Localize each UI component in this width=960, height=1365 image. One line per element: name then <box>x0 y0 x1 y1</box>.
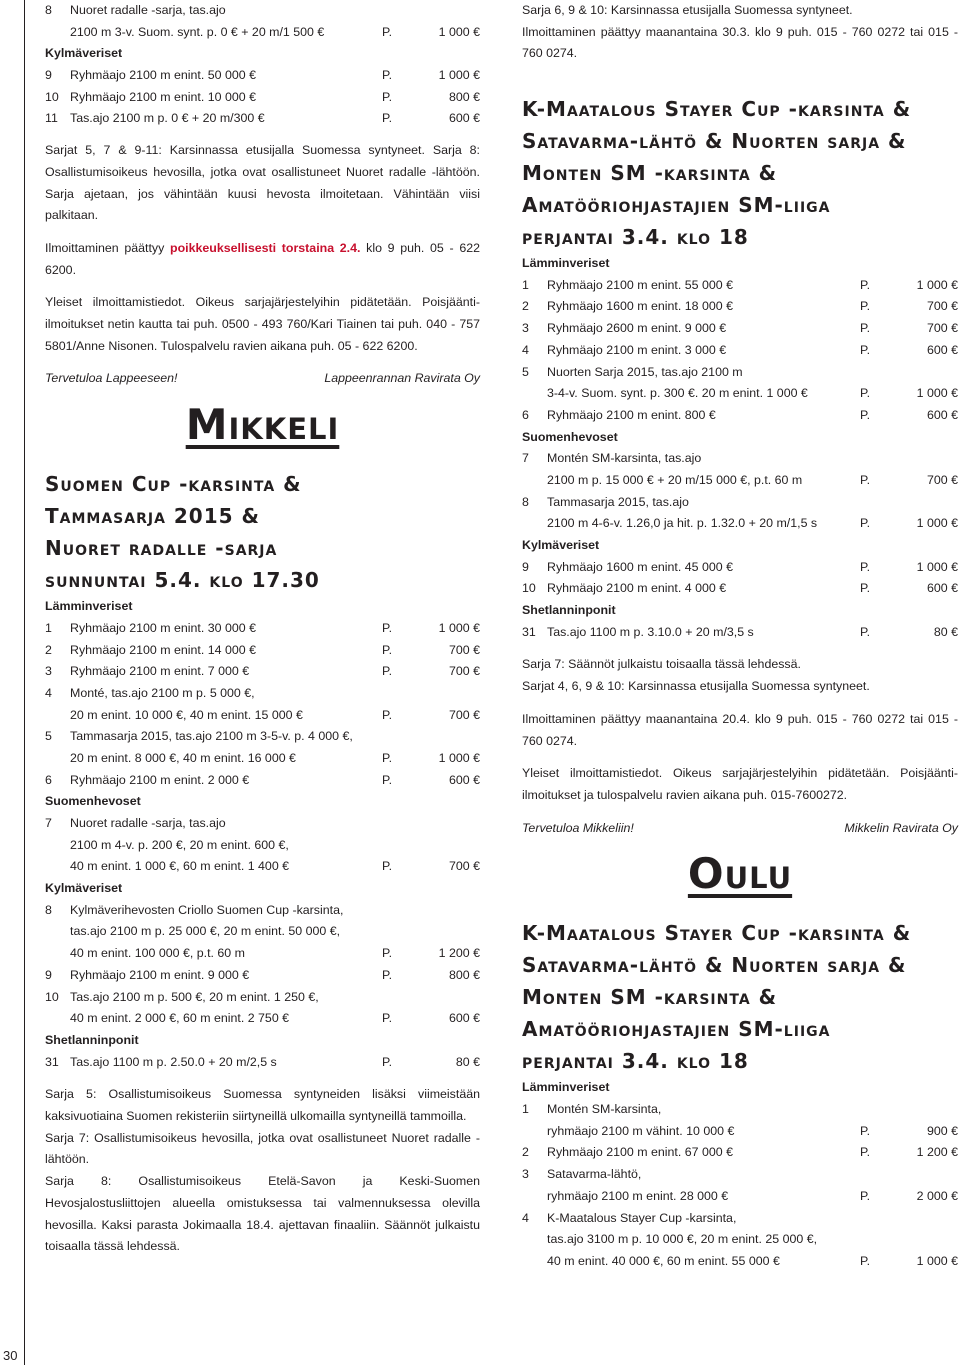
prize-label: P. <box>860 407 871 422</box>
race-number <box>522 1121 547 1143</box>
race-number: 5 <box>45 729 52 744</box>
race-description: Tas.ajo 2100 m p. 0 € + 20 m/300 € <box>70 111 265 126</box>
race-description: Montén SM-karsinta, tas.ajo <box>547 451 702 466</box>
race-number: 8 <box>45 3 52 17</box>
prize-label: P. <box>860 1123 871 1138</box>
event-heading-line: perjantai 3.4. klo 18 <box>522 1049 749 1074</box>
race-description: ryhmäajo 2100 m enint. 28 000 € <box>547 1188 729 1203</box>
prize-amount: 600 € <box>448 772 480 787</box>
left-column <box>45 0 480 1258</box>
event-heading-line: Satavarma-lähtö & Nuorten sarja & <box>522 953 907 978</box>
race-row <box>522 318 958 340</box>
page-number: 30 <box>3 1348 18 1363</box>
prize-label <box>382 987 438 1009</box>
race-number <box>522 513 547 535</box>
prize-amount <box>438 921 480 943</box>
race-description: Ryhmäajo 2100 m enint. 3 000 € <box>547 342 727 357</box>
race-number <box>45 22 70 44</box>
prize-amount: 80 € <box>455 1054 480 1069</box>
race-number <box>45 835 70 857</box>
race-description: 40 m enint. 40 000 €, 60 m enint. 55 000 € <box>547 1253 780 1268</box>
race-row <box>522 296 958 318</box>
race-description: 2100 m p. 15 000 € + 20 m/15 000 €, p.t. 60 m <box>547 472 803 487</box>
race-description: Ryhmäajo 1600 m enint. 45 000 € <box>547 559 733 574</box>
race-row <box>45 987 480 1009</box>
race-description: Kylmäverihevosten Criollo Suomen Cup -karsinta, <box>70 902 344 917</box>
race-row <box>522 383 958 405</box>
welcome-text: Tervetuloa Lappeeseen! <box>45 371 178 386</box>
right-column <box>522 0 958 1273</box>
prize-label: P. <box>860 1253 871 1268</box>
prize-label: P. <box>382 1011 393 1026</box>
prize-label: P. <box>382 1054 393 1069</box>
prize-amount: 1 000 € <box>438 750 480 765</box>
race-number: 2 <box>522 299 529 314</box>
prize-amount <box>438 987 480 1009</box>
race-row <box>45 87 480 109</box>
race-description: Ryhmäajo 2100 m enint. 55 000 € <box>547 277 733 292</box>
prize-amount <box>916 492 958 514</box>
prize-amount: 600 € <box>926 407 958 422</box>
registration-text-start: Ilmoittaminen päättyy <box>45 240 171 255</box>
prize-amount <box>916 1099 958 1121</box>
prize-amount: 1 200 € <box>438 946 480 961</box>
race-row <box>45 900 480 922</box>
general-info-paragraph: Yleiset ilmoittamistiedot. Oikeus sarjajärjestelyihin pidätetään. Poisjäänti-ilmoitukset netin kautta tai puh. 0500 - 493 760/Kari Tiainen tai puh. 040 - 757 5801/Anne Nisonen. Tulospalvelu ravien aikana puh. 05 - 622 6200. <box>45 295 480 353</box>
rules-paragraph: Sarjat 5, 7 & 9-11: Karsinnassa etusijalla Suomessa syntyneet. Sarja 8: Osallistumisoikeus hevosilla, jotka ovat osallistuneet Nuoret radalle -lähtöön. Sarja ajetaan, jos vähintään kuusi hevosta ilmoitetaan. Vähintään viisi palkitaan. <box>45 143 480 223</box>
prize-amount: 700 € <box>448 642 480 657</box>
event-heading-line: Tammasarja 2015 & <box>45 504 260 529</box>
prize-label <box>860 1208 916 1230</box>
prize-amount: 700 € <box>448 859 480 874</box>
race-row <box>522 492 958 514</box>
race-description: Tas.ajo 2100 m p. 500 €, 20 m enint. 1 250 €, <box>70 989 319 1004</box>
race-number: 2 <box>45 642 52 657</box>
prize-amount: 1 000 € <box>438 68 480 83</box>
event-heading-line: Nuoret radalle -sarja <box>45 536 278 561</box>
prize-amount: 600 € <box>926 581 958 596</box>
race-description: 2100 m 4-6-v. 1.26,0 ja hit. p. 1.32.0 + 20 m/1,5 s <box>547 516 818 531</box>
prize-label: P. <box>860 1145 871 1160</box>
race-row <box>45 965 480 987</box>
registration-paragraph: Ilmoittaminen päättyy maanantaina 20.4. klo 9 puh. 015 - 760 0272 tai 015 - 760 0274. <box>522 711 958 748</box>
race-number: 1 <box>522 1102 529 1117</box>
event-heading-line: Satavarma-lähtö & Nuorten sarja & <box>522 129 907 154</box>
event-heading <box>45 468 480 596</box>
prize-label <box>860 1099 916 1121</box>
race-number: 4 <box>522 342 529 357</box>
prize-label: P. <box>382 707 393 722</box>
race-description: Monté, tas.ajo 2100 m p. 5 000 €, <box>70 685 255 700</box>
prize-amount <box>438 726 480 748</box>
race-description: 20 m enint. 10 000 €, 40 m enint. 15 000 € <box>70 707 303 722</box>
prize-label: P. <box>860 581 871 596</box>
prize-label <box>860 1229 916 1251</box>
race-number <box>522 1229 547 1251</box>
prize-amount: 1 000 € <box>438 620 480 635</box>
prize-amount: 1 000 € <box>916 1253 958 1268</box>
race-number <box>45 921 70 943</box>
race-row <box>45 705 480 727</box>
race-number <box>522 383 547 405</box>
prize-label: P. <box>382 664 393 679</box>
prize-label: P. <box>382 24 393 39</box>
prize-amount: 80 € <box>933 624 958 639</box>
prize-label: P. <box>860 386 871 401</box>
organizer-name: Lappeenrannan Ravirata Oy <box>324 371 480 386</box>
city-heading-oulu: Oulu <box>687 849 793 899</box>
event-heading <box>522 93 958 253</box>
race-number: 9 <box>522 559 529 574</box>
event-heading-line: Amatööriohjastajien SM-liiga <box>522 193 831 218</box>
race-number <box>522 1251 547 1273</box>
signature-row <box>522 818 958 840</box>
race-description: 40 m enint. 1 000 €, 60 m enint. 1 400 € <box>70 859 290 874</box>
category-heading: Kylmäveriset <box>45 46 123 61</box>
race-description: Ryhmäajo 2100 m enint. 30 000 € <box>70 620 256 635</box>
race-number: 3 <box>522 321 529 336</box>
prize-label: P. <box>382 620 393 635</box>
event-heading <box>522 917 958 1077</box>
prize-label <box>382 0 438 22</box>
race-row <box>522 275 958 297</box>
prize-amount <box>916 1164 958 1186</box>
city-heading-mikkeli: Mikkeli <box>185 400 340 450</box>
race-number <box>45 856 70 878</box>
race-row <box>522 578 958 600</box>
prize-label: P. <box>382 859 393 874</box>
prize-label: P. <box>382 642 393 657</box>
race-number: 5 <box>522 364 529 379</box>
race-row <box>522 1142 958 1164</box>
category-heading: Suomenhevoset <box>522 429 618 444</box>
race-row <box>45 943 480 965</box>
note-sarja-7: Sarja 7: Säännöt julkaistu toisaalla tässä lehdessä. <box>522 657 801 672</box>
race-description: Tammasarja 2015, tas.ajo 2100 m 3-5-v. p. 4 000 €, <box>70 729 353 744</box>
race-number: 11 <box>45 111 58 126</box>
race-description: 2100 m 3-v. Suom. synt. p. 0 € + 20 m/1 500 € <box>70 24 325 39</box>
prize-amount: 600 € <box>448 1011 480 1026</box>
eligibility-note: Sarja 6, 9 & 10: Karsinnassa etusijalla Suomessa syntyneet. <box>522 3 853 17</box>
race-row <box>45 618 480 640</box>
prize-label: P. <box>382 89 393 104</box>
note-sarja-7: Sarja 7: Osallistumisoikeus hevosilla, jotka ovat osallistuneet Nuoret radalle -lähtöön. <box>45 1130 480 1167</box>
prize-label: P. <box>382 68 393 83</box>
race-row <box>45 108 480 130</box>
prize-amount <box>438 835 480 857</box>
prize-amount: 800 € <box>448 967 480 982</box>
race-description: Satavarma-lähtö, <box>547 1167 642 1182</box>
prize-amount: 2 000 € <box>916 1188 958 1203</box>
prize-label: P. <box>382 967 393 982</box>
prize-amount: 700 € <box>448 664 480 679</box>
prize-label: P. <box>860 559 871 574</box>
race-row <box>45 683 480 705</box>
race-description: Ryhmäajo 1600 m enint. 18 000 € <box>547 299 733 314</box>
race-description: tas.ajo 3100 m p. 10 000 €, 20 m enint. 25 000 €, <box>547 1232 818 1247</box>
category-heading: Lämminveriset <box>522 256 610 271</box>
race-description: tas.ajo 2100 m p. 25 000 €, 20 m enint. 50 000 €, <box>70 924 341 939</box>
race-description: Nuoret radalle -sarja, tas.ajo <box>70 3 226 17</box>
prize-amount: 1 000 € <box>916 559 958 574</box>
prize-amount <box>438 683 480 705</box>
registration-paragraph <box>45 238 480 281</box>
race-number: 31 <box>522 624 536 639</box>
race-row <box>522 1121 958 1143</box>
prize-amount: 1 000 € <box>916 386 958 401</box>
prize-amount: 600 € <box>448 111 480 126</box>
prize-amount: 700 € <box>926 321 958 336</box>
race-number: 3 <box>45 664 52 679</box>
organizer-name: Mikkelin Ravirata Oy <box>844 820 958 835</box>
race-number: 4 <box>45 685 52 700</box>
race-description: Ryhmäajo 2100 m enint. 50 000 € <box>70 68 256 83</box>
race-number <box>45 943 70 965</box>
prize-amount <box>916 362 958 384</box>
race-description: Tas.ajo 1100 m p. 2.50.0 + 20 m/2,5 s <box>70 1054 277 1069</box>
race-description: Ryhmäajo 2100 m enint. 9 000 € <box>70 967 250 982</box>
race-description: Ryhmäajo 2100 m enint. 7 000 € <box>70 664 250 679</box>
prize-label: P. <box>382 111 393 126</box>
race-description: Nuorten Sarja 2015, tas.ajo 2100 m <box>547 364 743 379</box>
event-heading-line: K-Maatalous Stayer Cup -karsinta & <box>522 97 912 122</box>
race-number: 6 <box>45 772 52 787</box>
race-number: 1 <box>45 620 52 635</box>
race-row <box>45 22 480 44</box>
race-list <box>522 253 958 643</box>
page-margin-rule <box>24 0 25 1365</box>
signature-row <box>45 368 480 390</box>
prize-amount: 600 € <box>926 342 958 357</box>
race-number: 9 <box>45 68 52 83</box>
category-heading: Lämminveriset <box>522 1080 610 1095</box>
prize-label <box>382 683 438 705</box>
race-number: 9 <box>45 967 52 982</box>
event-heading-line: Suomen Cup -karsinta & <box>45 472 302 497</box>
race-list <box>522 1077 958 1272</box>
race-number: 10 <box>522 581 536 596</box>
race-row <box>45 661 480 683</box>
event-heading-line: Monten SM -karsinta & <box>522 985 778 1010</box>
prize-amount <box>438 0 480 22</box>
race-number: 7 <box>522 451 529 466</box>
prize-amount: 700 € <box>926 472 958 487</box>
race-number <box>522 470 547 492</box>
category-heading: Lämminveriset <box>45 599 133 614</box>
race-number: 10 <box>45 989 59 1004</box>
prize-label <box>382 726 438 748</box>
race-description: Tammasarja 2015, tas.ajo <box>547 494 689 509</box>
race-row <box>522 1229 958 1251</box>
race-row <box>45 770 480 792</box>
category-heading: Kylmäveriset <box>45 881 123 896</box>
prize-label <box>382 900 438 922</box>
prize-label <box>382 921 438 943</box>
prize-label: P. <box>860 321 871 336</box>
race-number: 6 <box>522 407 529 422</box>
race-row <box>45 813 480 835</box>
race-row <box>45 835 480 857</box>
category-heading: Kylmäveriset <box>522 538 600 553</box>
prize-label <box>860 362 916 384</box>
prize-amount <box>438 813 480 835</box>
race-description: Ryhmäajo 2600 m enint. 9 000 € <box>547 321 727 336</box>
prize-label <box>860 1164 916 1186</box>
race-number: 7 <box>45 816 52 831</box>
race-number <box>522 1186 547 1208</box>
top-race-list <box>45 0 480 130</box>
prize-amount <box>916 1208 958 1230</box>
prize-amount: 1 000 € <box>916 516 958 531</box>
race-description: 40 m enint. 100 000 €, p.t. 60 m <box>70 946 245 961</box>
prize-label: P. <box>860 277 871 292</box>
race-row <box>45 0 480 22</box>
note-sarja-8: Sarja 8: Osallistumisoikeus Etelä-Savon ja Keski-Suomen Hevosjalostusliittojen alueella omistuksessa tai valmennuksessa olevilla hevosilla. Kaksi parasta Jokimaalla 18.4. ajettavan finaaliin. Säännöt julkaistu toisaalla tässä lehdessä. <box>45 1174 480 1254</box>
race-row <box>45 856 480 878</box>
category-heading: Suomenhevoset <box>45 794 141 809</box>
race-row <box>45 1052 480 1074</box>
race-row <box>522 448 958 470</box>
race-row <box>45 65 480 87</box>
race-description: Ryhmäajo 2100 m enint. 14 000 € <box>70 642 256 657</box>
race-row <box>522 1208 958 1230</box>
prize-amount: 800 € <box>448 89 480 104</box>
race-row <box>522 1099 958 1121</box>
prize-label: P. <box>860 624 871 639</box>
prize-amount: 1 000 € <box>438 24 480 39</box>
race-row <box>45 1008 480 1030</box>
race-row <box>522 513 958 535</box>
race-row <box>45 726 480 748</box>
race-row <box>522 470 958 492</box>
registration-highlight: poikkeuksellisesti torstaina 2.4. <box>170 240 361 255</box>
race-description: Tas.ajo 1100 m p. 3.10.0 + 20 m/3,5 s <box>547 624 754 639</box>
prize-label <box>860 492 916 514</box>
welcome-text: Tervetuloa Mikkeliin! <box>522 820 634 835</box>
prize-label: P. <box>860 342 871 357</box>
race-description: Ryhmäajo 2100 m enint. 10 000 € <box>70 89 256 104</box>
prize-amount: 900 € <box>926 1123 958 1138</box>
race-number: 8 <box>45 902 52 917</box>
prize-label: P. <box>860 1188 871 1203</box>
race-row <box>522 1251 958 1273</box>
category-heading: Shetlanninponit <box>45 1032 139 1047</box>
race-row <box>522 557 958 579</box>
race-row <box>522 362 958 384</box>
prize-amount: 1 200 € <box>916 1145 958 1160</box>
prize-label: P. <box>860 472 871 487</box>
race-number: 31 <box>45 1054 59 1069</box>
prize-label: P. <box>860 299 871 314</box>
race-description: Ryhmäajo 2100 m enint. 67 000 € <box>547 1145 733 1160</box>
prize-amount <box>916 1229 958 1251</box>
race-description: 2100 m 4-v. p. 200 €, 20 m enint. 600 €, <box>70 837 289 852</box>
registration-text-end: klo 9 puh. 05 - 622 6200. <box>45 240 480 277</box>
category-heading: Shetlanninponit <box>522 603 616 618</box>
race-row <box>522 1186 958 1208</box>
general-info-paragraph: Yleiset ilmoittamistiedot. Oikeus sarjajärjestelyihin pidätetään. Poisjäänti-ilmoitukset ja tulospalvelu ravien aikana puh. 015-7600272. <box>522 766 958 802</box>
race-number <box>45 705 70 727</box>
race-row <box>522 340 958 362</box>
race-number: 4 <box>522 1210 529 1225</box>
event-heading-line: sunnuntai 5.4. klo 17.30 <box>45 568 320 593</box>
prize-amount: 700 € <box>448 707 480 722</box>
race-number: 10 <box>45 89 59 104</box>
event-heading-line: perjantai 3.4. klo 18 <box>522 225 749 250</box>
race-row <box>522 622 958 644</box>
prize-amount <box>916 448 958 470</box>
race-row <box>522 405 958 427</box>
race-number: 3 <box>522 1167 529 1182</box>
race-description: Ryhmäajo 2100 m enint. 4 000 € <box>547 581 727 596</box>
event-heading-line: K-Maatalous Stayer Cup -karsinta & <box>522 921 912 946</box>
race-description: 20 m enint. 8 000 €, 40 m enint. 16 000 € <box>70 750 296 765</box>
prize-amount: 700 € <box>926 299 958 314</box>
race-description: Montén SM-karsinta, <box>547 1102 662 1117</box>
prize-amount <box>438 900 480 922</box>
race-number <box>45 1008 70 1030</box>
prize-label: P. <box>382 750 393 765</box>
race-number <box>45 748 70 770</box>
prize-label <box>382 835 438 857</box>
race-description: ryhmäajo 2100 m vähint. 10 000 € <box>547 1123 735 1138</box>
prize-label <box>382 813 438 835</box>
registration-note: Ilmoittaminen päättyy maanantaina 30.3. klo 9 puh. 015 - 760 0272 tai 015 - 760 0274. <box>522 24 958 61</box>
race-row <box>45 748 480 770</box>
race-row <box>45 921 480 943</box>
prize-label: P. <box>382 946 393 961</box>
event-heading-line: Amatööriohjastajien SM-liiga <box>522 1017 831 1042</box>
note-sarja-5: Sarja 5: Osallistumisoikeus Suomessa syntyneiden lisäksi viimeistään kaksivuotiaina Suomen rekisteriin siirtyneillä ulkomailla syntyneillä tammoilla. <box>45 1087 480 1123</box>
race-number: 2 <box>522 1145 529 1160</box>
prize-label: P. <box>382 772 393 787</box>
race-description: 3-4-v. Suom. synt. p. 300 €. 20 m enint. 1 000 € <box>547 386 808 401</box>
race-number: 8 <box>522 494 529 509</box>
prize-amount: 1 000 € <box>916 277 958 292</box>
race-row <box>45 640 480 662</box>
note-sarjat: Sarjat 4, 6, 9 & 10: Karsinnassa etusijalla Suomessa syntyneet. <box>522 679 870 694</box>
race-description: K-Maatalous Stayer Cup -karsinta, <box>547 1210 737 1225</box>
race-list <box>45 596 480 1073</box>
race-description: Ryhmäajo 2100 m enint. 800 € <box>547 407 716 422</box>
prize-label <box>860 448 916 470</box>
race-description: Nuoret radalle -sarja, tas.ajo <box>70 816 226 831</box>
race-row <box>522 1164 958 1186</box>
race-description: 40 m enint. 2 000 €, 60 m enint. 2 750 € <box>70 1011 290 1026</box>
race-description: Ryhmäajo 2100 m enint. 2 000 € <box>70 772 250 787</box>
race-number: 1 <box>522 277 529 292</box>
prize-label: P. <box>860 516 871 531</box>
event-heading-line: Monten SM -karsinta & <box>522 161 778 186</box>
